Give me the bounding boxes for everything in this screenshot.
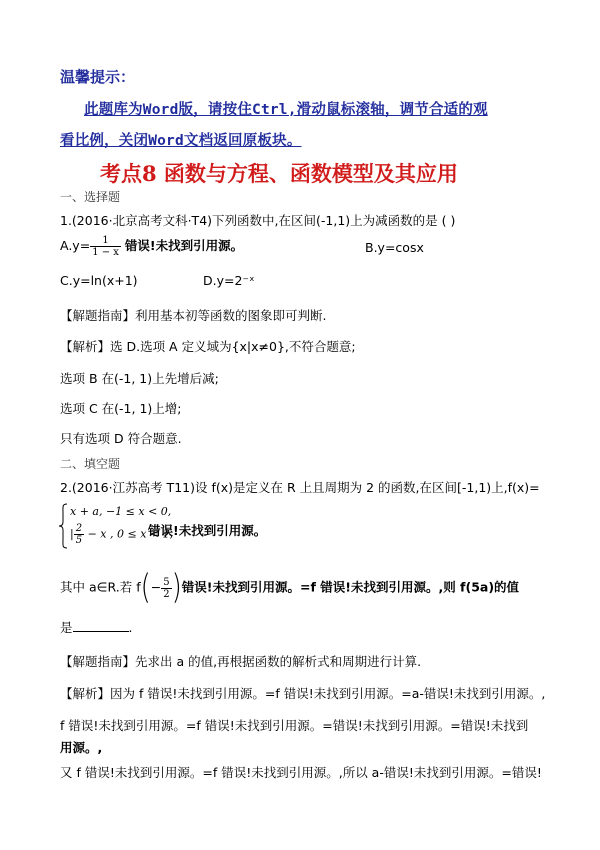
section-heading-choice: 一、选择题 bbox=[60, 190, 121, 204]
q1-option-d: D.y=2⁻ˣ bbox=[203, 273, 255, 288]
q1-stem: 1.(2016·北京高考文科·T4)下列函数中,在区间(-1,1)上为减函数的是 ( ) bbox=[60, 213, 456, 228]
fraction-denominator: 2 bbox=[163, 588, 170, 600]
section-heading-fill: 二、填空题 bbox=[60, 457, 121, 471]
q1-option-a-prefix: A.y= bbox=[60, 238, 91, 253]
q1-solution-line-1: 【解析】选 D.选项 A 定义域为{x|x≠0},不符合题意; bbox=[60, 339, 356, 354]
piecewise-case-1: x + a, −1 ≤ x < 0, bbox=[70, 505, 172, 518]
q2-condition-rest: 错误!未找到引用源。=f 错误!未找到引用源。,则 f(5a)的值 bbox=[181, 579, 520, 595]
page-title: 考点8 函数与方程、函数模型及其应用 bbox=[100, 161, 458, 186]
q2-stem: 2.(2016·江苏高考 T11)设 f(x)是定义在 R 上且周期为 2 的函数,在区间[-1,1)上,f(x)= bbox=[60, 480, 540, 495]
q2-guide: 【解题指南】先求出 a 的值,再根据函数的解析式和周期进行计算. bbox=[60, 654, 422, 669]
q1-solution-line-3: 选项 C 在(-1, 1)上增; bbox=[60, 401, 182, 416]
fraction-numerator: 5 bbox=[163, 576, 170, 588]
tip-title: 温馨提示： bbox=[60, 68, 136, 86]
ref-error: 错误!未找到引用源。 bbox=[148, 523, 267, 538]
piecewise-fraction bbox=[74, 523, 84, 546]
q2-condition-prefix: 其中 a∈R.若 f bbox=[60, 579, 141, 595]
tip-line-1: 此题库为Word版，请按住Ctrl,滑动鼠标滚轴，调节合适的观 bbox=[84, 102, 488, 118]
fraction-denominator: 5 bbox=[75, 535, 83, 546]
q2-answer-suffix: . bbox=[128, 620, 133, 635]
fraction-numerator: 2 bbox=[75, 523, 83, 534]
answer-blank bbox=[73, 619, 129, 632]
ref-error: 错误!未找到引用源。 bbox=[124, 238, 244, 253]
q1-option-c: C.y=ln(x+1) bbox=[60, 273, 138, 288]
q2-condition-fraction bbox=[161, 577, 171, 600]
piecewise-case-2: | $\frac{2}{5}$ − x , 0 ≤ x < 1, bbox=[70, 523, 174, 546]
q1-guide: 【解题指南】利用基本初等函数的图象即可判断. bbox=[60, 308, 327, 323]
q2-answer-prefix: 是 bbox=[60, 620, 73, 635]
q1-solution-line-4: 只有选项 D 符合题意. bbox=[60, 431, 182, 446]
q2-solution-line-1: 【解析】因为 f 错误!未找到引用源。=f 错误!未找到引用源。=a-错误!未找到引用源。, bbox=[60, 686, 546, 701]
q2-solution-line-2: f 错误!未找到引用源。=f 错误!未找到引用源。=错误!未找到引用源。=错误!未找到 bbox=[60, 718, 529, 733]
q1-option-a-fraction bbox=[90, 235, 121, 258]
q1-option-b: B.y=cosx bbox=[365, 240, 424, 255]
q2-solution-line-4: 又 f 错误!未找到引用源。=f 错误!未找到引用源。,所以 a-错误!未找到引用源。=错误! bbox=[60, 765, 542, 780]
fraction-numerator: 1 bbox=[90, 235, 121, 247]
q2-answer-line bbox=[60, 618, 133, 636]
q2-condition: 其中 a∈R.若 f(− $\frac{5}{2}$ )错误!未找到引用源。=f 错误!未找到引用源。,则 f(5a)的值 bbox=[60, 568, 520, 608]
fraction-denominator: 1 − x bbox=[92, 247, 119, 258]
q1-solution-line-2: 选项 B 在(-1, 1)上先增后减; bbox=[60, 371, 219, 386]
q1-option-a bbox=[60, 235, 243, 258]
q2-solution-line-3: 用源。, bbox=[60, 740, 103, 755]
piecewise-case-2-rest: − x , 0 ≤ x < 1, bbox=[84, 527, 174, 541]
piecewise-brace bbox=[58, 503, 68, 549]
tip-line-2: 看比例，关闭Word文档返回原板块。 bbox=[60, 133, 302, 149]
